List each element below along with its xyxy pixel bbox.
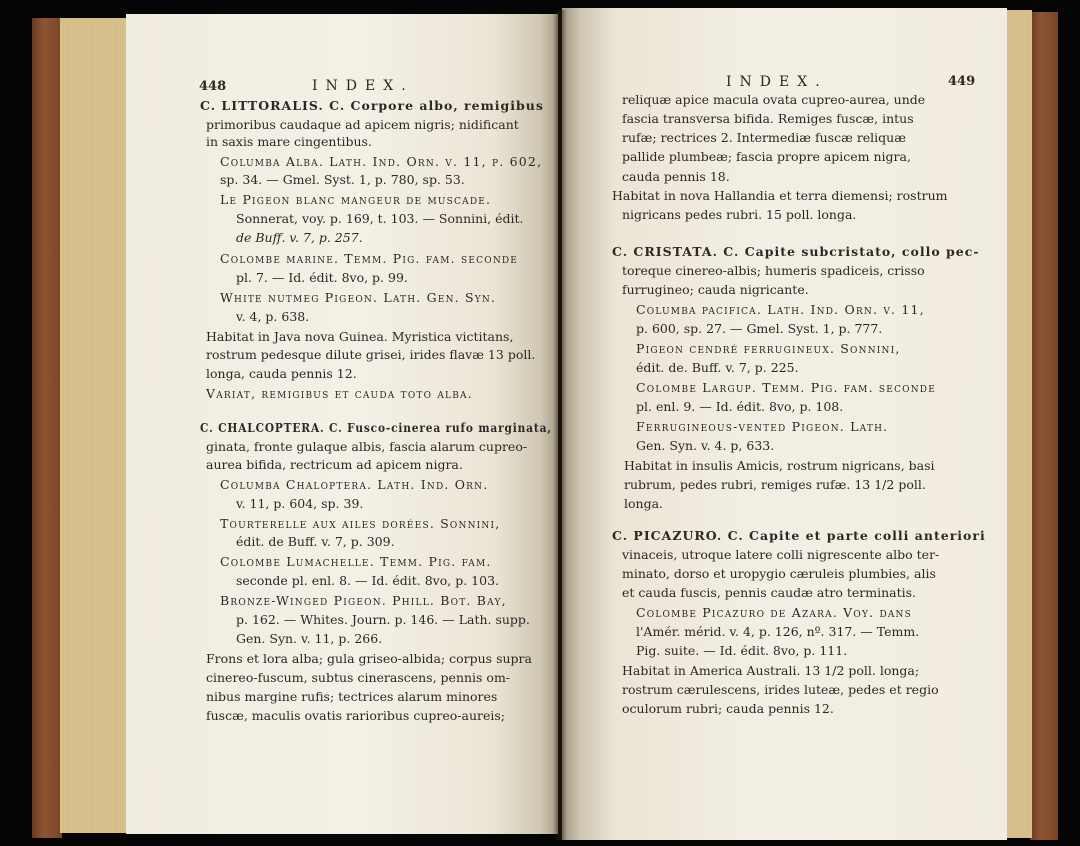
right-page-line: pallide plumbeæ; fascia propre apicem nigra, (622, 149, 911, 164)
left-page-line: v. 4, p. 638. (236, 309, 310, 324)
left-page-line: Colombe marine. Temm. Pig. fam. seconde (220, 251, 519, 266)
right-page-line: édit. de. Buff. v. 7, p. 225. (636, 360, 799, 375)
left-page-line: p. 162. — Whites. Journ. p. 146. — Lath. supp. (236, 612, 530, 627)
left-page-line: primoribus caudaque ad apicem nigris; nidificant (206, 117, 519, 132)
right-page-line: furrugineo; cauda nigricante. (622, 282, 809, 297)
left-page-line: Frons et lora alba; gula griseo-albida; corpus supra (206, 651, 532, 666)
left-page-line: sp. 34. — Gmel. Syst. 1, p. 780, sp. 53. (220, 172, 465, 187)
right-page-line: l'Amér. mérid. v. 4, p. 126, nº. 317. — Temm. (636, 624, 920, 639)
left-page-line: Bronze-Winged Pigeon. Phill. Bot. Bay, (220, 593, 507, 608)
left-page-line: Columba Chaloptera. Lath. Ind. Orn. (220, 477, 489, 492)
right-page-line: Pig. suite. — Id. édit. 8vo, p. 111. (636, 643, 848, 658)
left-page (126, 14, 558, 834)
right-page-line: p. 600, sp. 27. — Gmel. Syst. 1, p. 777. (636, 321, 883, 336)
book-cover-left (32, 18, 62, 838)
left-page-line: Tourterelle aux ailes dorées. Sonnini, (220, 516, 501, 531)
book-gutter (553, 10, 567, 840)
left-page-line: C. CHALCOPTERA. C. Fusco-cinerea rufo marginata, (200, 420, 552, 435)
left-page-line: Variat, remigibus et cauda toto alba. (206, 386, 473, 401)
right-page-line: Habitat in nova Hallandia et terra diemensi; rostrum (612, 188, 948, 203)
right-page-line: cauda pennis 18. (622, 169, 730, 184)
right-page-line: Colombe Largup. Temm. Pig. fam. seconde (636, 380, 936, 395)
right-page-line: toreque cinereo-albis; humeris spadiceis, crisso (622, 263, 925, 278)
right-page-line: Columba pacifica. Lath. Ind. Orn. v. 11, (636, 302, 925, 317)
left-page-line: cinereo-fuscum, subtus cinerascens, pennis om- (206, 670, 511, 685)
left-page-line: Le Pigeon blanc mangeur de muscade. (220, 192, 492, 207)
right-running-head: INDEX. (726, 74, 828, 90)
right-page-line: oculorum rubri; cauda pennis 12. (622, 701, 834, 716)
left-page-line: nibus margine rufis; tectrices alarum minores (206, 689, 498, 704)
right-page-line: rubrum, pedes rubri, remiges rufæ. 13 1/2 poll. (624, 477, 926, 492)
left-page-line: in saxis mare cingentibus. (206, 134, 372, 149)
right-page-line: reliquæ apice macula ovata cupreo-aurea, unde (622, 92, 926, 107)
left-running-head: INDEX. (312, 78, 414, 94)
left-page-line: Gen. Syn. v. 11, p. 266. (236, 631, 383, 646)
right-page-line: fascia transversa bifida. Remiges fuscæ, intus (622, 111, 914, 126)
right-page-line: Colombe Picazuro de Azara. Voy. dans (636, 605, 912, 620)
left-page-line: aurea bifida, rectricum ad apicem nigra. (206, 457, 463, 472)
left-page-line: rostrum pedesque dilute grisei, irides flavæ 13 poll. (206, 347, 536, 362)
left-page-line: édit. de Buff. v. 7, p. 309. (236, 534, 395, 549)
right-page-line: Ferrugineous-vented Pigeon. Lath. (636, 419, 889, 434)
left-page-line: Sonnerat, voy. p. 169, t. 103. — Sonnini, édit. (236, 211, 524, 226)
book-cover-right (1030, 12, 1058, 840)
right-page-line: pl. enl. 9. — Id. édit. 8vo, p. 108. (636, 399, 844, 414)
page-edges-left (60, 18, 128, 833)
right-page-line: minato, dorso et uropygio cæruleis plumbies, alis (622, 566, 936, 581)
right-page-line: Gen. Syn. v. 4. p, 633. (636, 438, 775, 453)
right-page-line: Pigeon cendré ferrugineux. Sonnini, (636, 341, 901, 356)
left-page-line: v. 11, p. 604, sp. 39. (236, 496, 364, 511)
left-page-line: Habitat in Java nova Guinea. Myristica victitans, (206, 329, 514, 344)
left-page-line: de Buff. v. 7, p. 257. (236, 230, 363, 245)
right-page-line: rufæ; rectrices 2. Intermediæ fuscæ reliquæ (622, 130, 906, 145)
left-page-line: White nutmeg Pigeon. Lath. Gen. Syn. (220, 290, 497, 305)
right-page-line: longa. (624, 496, 664, 511)
left-page-number: 448 (199, 79, 227, 94)
left-page-line: seconde pl. enl. 8. — Id. édit. 8vo, p. 103. (236, 573, 499, 588)
right-page-number: 449 (948, 74, 976, 89)
left-page-line: fuscæ, maculis ovatis rarioribus cupreo-aureis; (206, 708, 505, 723)
right-page-line: Habitat in insulis Amicis, rostrum nigricans, basi (624, 458, 935, 473)
left-page-line: longa, cauda pennis 12. (206, 366, 357, 381)
left-page-line: Columba Alba. Lath. Ind. Orn. v. 11, p. 602, (220, 154, 543, 169)
right-page-line: et cauda fuscis, pennis caudæ atro terminatis. (622, 585, 917, 600)
left-page-line: C. LITTORALIS. C. Corpore albo, remigibus (200, 98, 544, 113)
right-page (562, 8, 1007, 840)
right-page-line: Habitat in America Australi. 13 1/2 poll. longa; (622, 663, 920, 678)
right-page-line: C. CRISTATA. C. Capite subcristato, collo pec- (612, 244, 980, 259)
left-page-line: Colombe Lumachelle. Temm. Pig. fam. (220, 554, 492, 569)
right-page-line: rostrum cærulescens, irides luteæ, pedes et regio (622, 682, 939, 697)
left-page-line: pl. 7. — Id. édit. 8vo, p. 99. (236, 270, 408, 285)
right-page-line: C. PICAZURO. C. Capite et parte colli anteriori (612, 528, 986, 543)
left-page-line: ginata, fronte gulaque albis, fascia alarum cupreo- (206, 439, 528, 454)
page-edges-right (1005, 10, 1032, 838)
right-page-line: nigricans pedes rubri. 15 poll. longa. (622, 207, 857, 222)
right-page-line: vinaceis, utroque latere colli nigrescente albo ter- (622, 547, 940, 562)
